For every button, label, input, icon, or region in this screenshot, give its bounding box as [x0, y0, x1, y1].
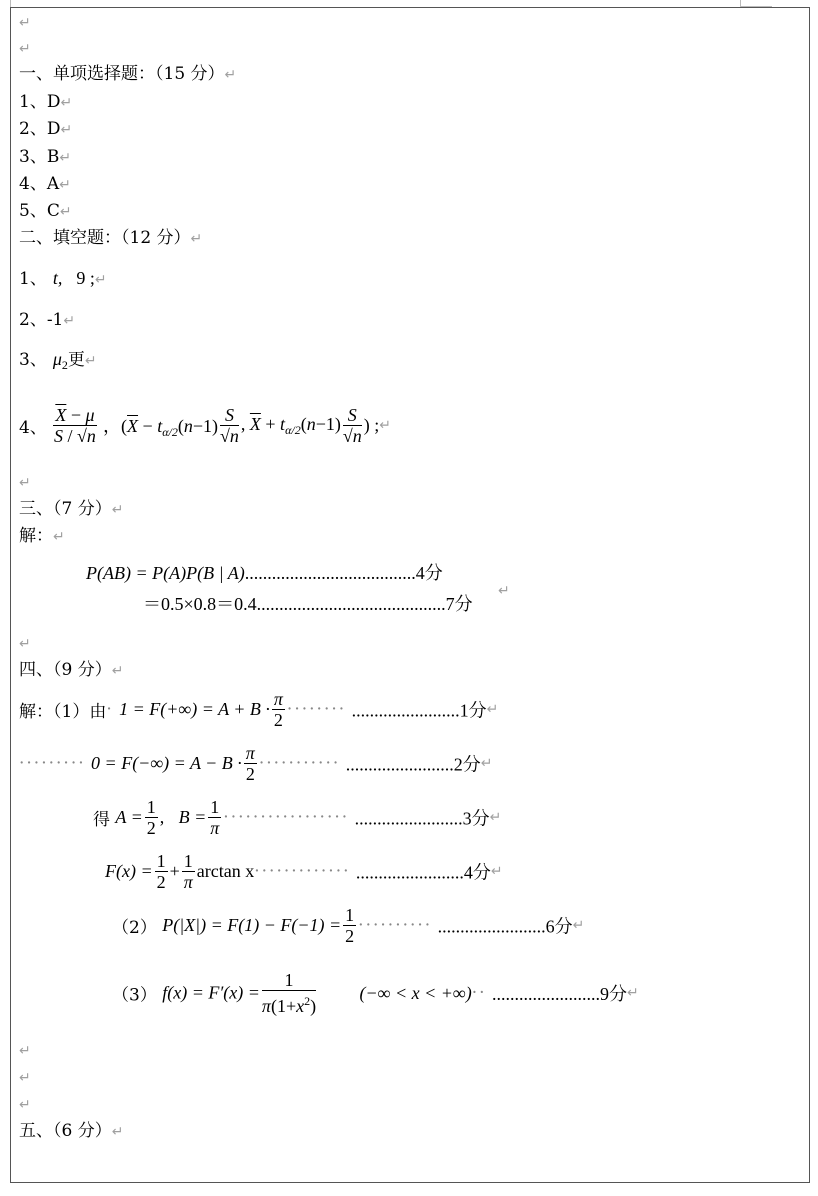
pivot-fraction: $\frac{\overline{X} - \mu}{S / √n}$: [53, 405, 96, 446]
fill-answer-2: 2、-1↵: [19, 310, 76, 330]
empty-paragraph: [19, 1040, 31, 1061]
paragraph-mark-icon: ↵: [53, 529, 65, 545]
paragraph-mark-icon: ↵: [59, 204, 72, 220]
paragraph-mark-icon: ↵: [498, 583, 510, 599]
answer-item: 1、D↵: [19, 92, 73, 112]
paragraph-mark-icon: ↵: [60, 122, 73, 138]
paragraph-mark-icon: ↵: [626, 985, 639, 1001]
step-1-line-2: ········· 0 = F(−∞) = A − B · $\frac{\pi}{2}$ ··········· ........................2分↵: [19, 743, 493, 784]
paragraph-mark-icon: ↵: [19, 1043, 31, 1059]
answer-item: 4、A↵: [19, 174, 71, 194]
empty-paragraph: [19, 1094, 31, 1115]
paragraph-mark-icon: ↵: [94, 272, 107, 288]
paragraph-mark-icon: ↵: [19, 636, 31, 652]
paragraph-mark-icon: ↵: [19, 41, 31, 57]
page-corner-mark: [10, 0, 11, 7]
paragraph-mark-icon: ↵: [224, 67, 237, 83]
paragraph-mark-icon: ↵: [190, 231, 203, 247]
section-5-title: 五、（6 分）↵: [19, 1121, 124, 1141]
section-1-title: 一、单项选择题：（15 分）↵: [19, 64, 237, 84]
paragraph-mark-icon: ↵: [19, 475, 31, 491]
paragraph-mark-icon: ↵: [490, 863, 503, 880]
probability-line-2: ＝0.5×0.8＝0.4..........................................7分: [143, 594, 473, 614]
empty-paragraph: [19, 12, 31, 33]
paragraph-mark-icon: ↵: [84, 353, 97, 369]
paragraph-mark-icon: ↵: [60, 95, 73, 111]
answer-item: 2、D↵: [19, 119, 73, 139]
paragraph-mark-icon: ↵: [19, 15, 31, 31]
paragraph-mark-icon: ↵: [19, 1097, 31, 1113]
step-1-result: 得 A = $\frac{1}{2}$ , B = $\frac{1}{\pi}$ ················· ........................3分↵: [93, 797, 502, 838]
paragraph-mark-icon: ↵: [59, 177, 71, 193]
paragraph-mark-icon: ↵: [59, 150, 72, 166]
fill-answer-3: 3、 $\mu_2$更↵: [19, 349, 97, 372]
fill-answer-4: 4、 $\frac{\overline{X} - \mu}{S / √n}$ ，($\overline{X} - t_{\alpha/2}(n-1)$ $\frac{S}{√n}$ , $\overline{X} + t_{\alpha/2}(n-1)$ $\frac{S}{√n}$ ) ;↵: [19, 405, 391, 446]
probability-line-1: P(AB) = P(A)P(B | A)......................................4分: [86, 563, 443, 583]
section-3-title: 三、（7 分）↵: [19, 499, 124, 519]
paragraph-mark-icon: ↵: [63, 313, 76, 329]
paragraph-mark-icon: ↵: [572, 917, 585, 934]
answer-item: 5、C↵: [19, 201, 72, 221]
empty-paragraph: [19, 38, 31, 59]
paragraph-mark-icon: ↵: [379, 417, 391, 434]
paragraph-mark-icon: ↵: [480, 755, 493, 772]
section-2-title: 二、填空题：（12 分）↵: [19, 228, 203, 248]
paragraph-mark-icon: ↵: [111, 1124, 124, 1140]
empty-paragraph: [19, 472, 31, 493]
paragraph-mark-icon: ↵: [19, 1070, 31, 1086]
step-2-line: （2） P(|X|) = F(1) − F(−1) = $\frac{1}{2}$ ·········· ........................6分↵: [112, 905, 585, 946]
paragraph-mark-icon: ↵: [486, 701, 499, 718]
paragraph-mark-icon: ↵: [111, 663, 124, 679]
empty-paragraph: [19, 1067, 31, 1088]
empty-paragraph: [19, 633, 31, 654]
paragraph-mark: [498, 580, 510, 601]
solution-label: 解：↵: [19, 526, 65, 546]
paragraph-mark-icon: ↵: [489, 809, 502, 826]
answer-item: 3、B↵: [19, 147, 72, 167]
fill-answer-1: 1、 t, 9 ;↵: [19, 268, 107, 289]
section-4-title: 四、（9 分）↵: [19, 660, 124, 680]
paragraph-mark-icon: ↵: [111, 502, 124, 518]
step-1-line: 解：（1）由· 1 = F(+∞) = A + B · $\frac{\pi}{2}$ ········ ........................1分↵: [19, 689, 499, 730]
distribution-function-line: F(x) = $\frac{1}{2}$ + $\frac{1}{\pi}$ arctan x············· ........................4分↵: [105, 851, 503, 892]
step-3-line: （3） f(x) = F′(x) = $\frac{1}{\pi(1+x^2)}$ (−∞ < x < +∞)·· ........................9分↵: [112, 970, 639, 1016]
